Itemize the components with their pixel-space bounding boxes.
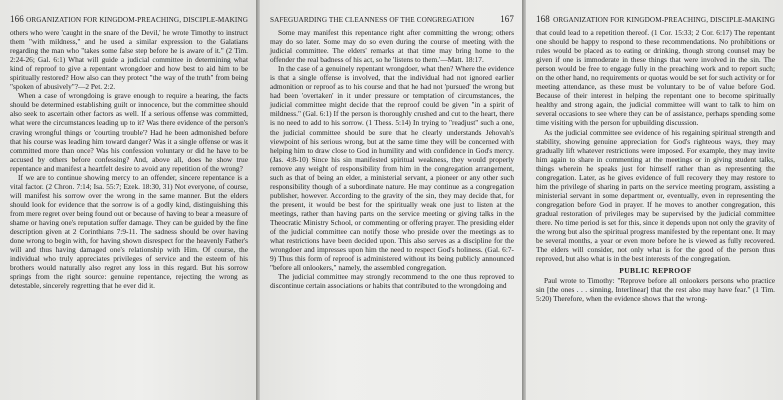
page-number: 167 [500,14,514,24]
running-title: ORGANIZATION FOR KINGDOM-PREACHING, DISCIPLE-MAKING [26,16,248,24]
page-number: 166 [10,14,24,24]
page-number: 168 [536,14,550,24]
page-body [270,28,514,290]
page-168 [526,0,783,400]
paragraph: Paul wrote to Timothy: "Reprove before all onlookers persons who practice sin [the ones . . . sinning, Interlinear] that the rest also may have fear." (1 Tim. 5:20) Therefore, when the evidence shows that the wrong- [536,276,775,304]
paragraph: In the case of a genuinely repentant wrongdoer, what then? Where the evidence is that a single offense is involved, that the individual had not ignored earlier admonition or reproof as to his course and that he had not 'pursued' the wrong but had been 'overtaken' in it under pressure or temptation of circumstances, the judicial committee might decide that the reproof could be given "in a spirit of mildness." (Gal. 6:1) If the person is thoroughly crushed and cut to the heart, there is no need to add to his sorrow. (1 Thess. 5:14) In trying to "readjust" such a one, the judicial committee should be sure that he clearly understands Jehovah's viewpoint of his serious wrong, but at the same time they will be concerned with helping him to draw close to God in humility and with confidence in God's mercy. (Jas. 4:8-10) Since his sin manifested spiritual weakness, they would properly remove any weight of responsibility from him in the congregation arrangement, such as that of being an elder, a ministerial servant, a pioneer or any other such responsibility though of a subordinate nature. He may continue as a congregation publisher, however. According to the gravity of the sin, they may decide that, for the present, it would be best for the spiritually weak one just to listen at the meetings, rather than having parts on the service meeting or giving talks in the Theocratic Ministry School, or commenting or offering prayer. The presiding elder of the judicial committee can notify those who preside over the meetings as to what restrictions have been decided upon. This also serves as a discipline for the wrongdoer and impresses upon him the need to respect God's holiness. (Gal. 6:7-9) Thus this form of reproof is administered without its being publicly announced "before all onlookers," namely, the assembled congregation. [270,64,514,273]
paragraph: Some may manifest this repentance right after committing the wrong; others may do so later. Some may do so even during the course of meeting with the judicial committee. The elders' remarks at that time may bring home to the offender the real badness of his act, so he 'listens to them.'—Matt. 18:17. [270,28,514,65]
paragraph: others who were 'caught in the snare of the Devil,' he wrote Timothy to instruct them "with mildness," and he used a similar expression to the Galatians regarding the man who "takes some false step before he is aware of it." (2 Tim. 2:24-26; Gal. 6:1) What will guide a judicial committee in determining what kind of reproof to give a repentant wrongdoer and how best to aid him to be spiritually restored? How also can they protect "the way of the truth" from being "spoken of abusively"?—2 Pet. 2:2. [10,28,248,92]
page-167 [260,0,522,400]
page-166 [0,0,256,400]
page-header [536,14,775,24]
paragraph: When a case of wrongdoing is grave enough to require a hearing, the facts should be determined establishing guilt or innocence, but the committee should also seek to ascertain other factors as well. If a serious offense was committed, what were the circumstances leading up to it? Was there evidence of the person's craving wrongful things or 'courting trouble'? Had he been admonished before that his course was leading him toward danger? Was it a single offense or was it committed more than once? Was his confession voluntary or did he have to be accused by others before confessing? And, above all, does he show true repentance and manifest a heartfelt desire to avoid any repetition of the wrong? [10,91,248,173]
running-title: ORGANIZATION FOR KINGDOM-PREACHING, DISCIPLE-MAKING [553,16,775,24]
page-header [270,14,514,24]
running-title: SAFEGUARDING THE CLEANNESS OF THE CONGREGATION [270,16,475,24]
page-header [10,14,248,24]
paragraph: As the judicial committee see evidence of his regaining spiritual strength and stability, showing genuine appreciation for God's righteous ways, they may gradually lift whatever restrictions were imposed. For example, they may invite him again to share in commenting at the meetings or in giving student talks, things wherein he speaks just for himself rather than as representing the congregation. Later, as he gives evidence of full recovery they may restore to him the privilege of sharing in parts on the service meeting program, assisting a ministerial servant in some department or, eventually, even in representing the congregation before God in prayer. If he moves to another congregation, this gradual restoration of privileges may be supervised by the judicial committee there. No time period is set for this, since it depends upon not only the gravity of the wrong but also the spiritual progress manifested by the repentant one. It may be several months, a year or even more before he is viewed as fully recovered. The elders will consider, not only what is for the good of the person thus reproved, but also what is in the best interests of the congregation. [536,127,775,264]
paragraph: If we are to continue showing mercy to an offender, sincere repentance is a vital factor. (2 Chron. 7:14; Isa. 55:7; Ezek. 18:30, 31) Not everyone, of course, will manifest his sorrow over the wrong in the same manner. But the elders should look for evidence that the sorrow is of a godly kind, distinguishing this from mere regret over being found out or because of having to bear a measure of shame or having one's reputation suffer damage. They can be guided by the fine description given at 2 Corinthians 7:9-11. The sadness should be over having done wrong to begin with, for having shown disrespect for the heavenly Father's will and thus having damaged one's relationship with Him. Of course, the individual who truly appreciates privileges of service and the esteem of his brothers would naturally also regret any loss in this regard. But his sorrow springs from the right source: genuine repentance, rejecting the wrong as detestable, sincerely regretting that he ever did it. [10,172,248,291]
paragraph: The judicial committee may strongly recommend to the one thus reproved to discontinue certain associations or habits that contributed to the wrongdoing and [270,272,514,291]
page-body [536,28,775,303]
section-heading: PUBLIC REPROOF [619,266,692,276]
page-body [10,28,248,290]
paragraph: that could lead to a repetition thereof. (1 Cor. 15:33; 2 Cor. 6:17) The repentant one should be happy to respond to these recommendations. No prohibitions or rules would be placed as to eating or drinking, though strong counsel may be given if one is immoderate in these things that were involved in the sin. The person would be free to engage fully in the preaching work and to report such; on the other hand, no requirements or quotas would be set for such activity or for meeting attendance, as these must be voluntary to be of value before God. Because of their interest in helping the repentant one to become spiritually healthy and strong again, the judicial committee will want to talk to him on several occasions to see where they can be of assistance, perhaps spending some time visiting with the person for upbuilding discussion. [536,28,775,128]
